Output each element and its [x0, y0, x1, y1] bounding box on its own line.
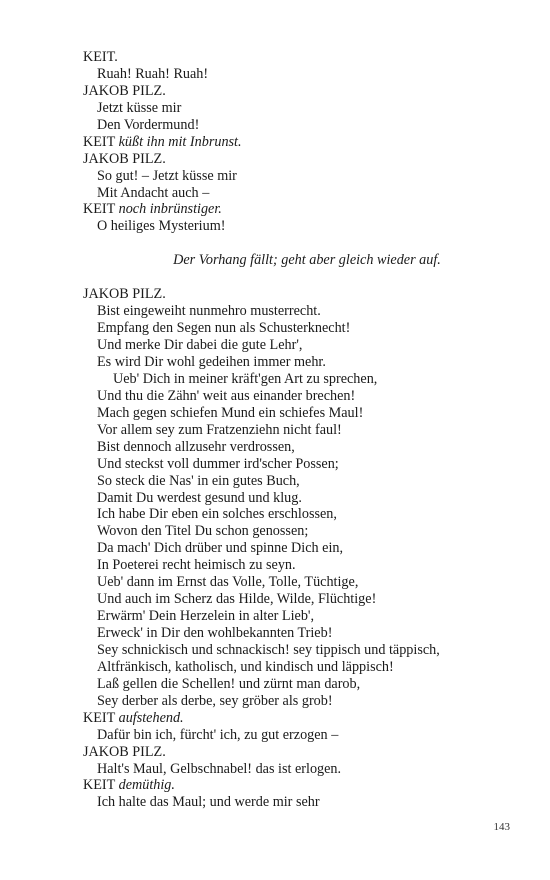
play-text: [83, 49, 513, 811]
verse-line: Wovon den Titel Du schon genossen;: [97, 523, 309, 540]
verse-line: Ueb' dann im Ernst das Volle, Tolle, Tüchtige,: [97, 574, 359, 591]
verse-line: Ich halte das Maul; und werde mir sehr: [97, 794, 320, 811]
speaker-name: KEIT: [83, 133, 116, 150]
speaker-with-direction: [83, 201, 513, 218]
speaker-name: JAKOB PILZ.: [83, 150, 166, 167]
verse-line: Es wird Dir wohl gedeihen immer mehr.: [97, 354, 326, 370]
verse-line: Mach gegen schiefen Mund ein schiefes Maul!: [97, 404, 364, 421]
verse-line: Bist eingeweiht nunmehro musterrecht.: [97, 303, 321, 320]
verse-line: Da mach' Dich drüber und spinne Dich ein,: [97, 540, 344, 557]
verse-line: Mit Andacht auch –: [97, 184, 210, 201]
speaker-name: KEIT: [83, 777, 116, 794]
verse-line: Erwärm' Dein Herzelein in alter Lieb',: [97, 608, 315, 625]
verse-line: So gut! – Jetzt küsse mir: [97, 167, 237, 184]
verse-line: Und thu die Zähn' weit aus einander brechen!: [97, 387, 356, 404]
stage-direction: Der Vorhang fällt; geht aber gleich wieder auf.: [173, 252, 441, 269]
speaker-name: KEIT: [83, 709, 116, 726]
verse-line: Damit Du werdest gesund und klug.: [97, 489, 302, 506]
verse-line: Ueb' Dich in meiner kräft'gen Art zu sprechen,: [113, 370, 378, 387]
speaker-name: JAKOB PILZ.: [83, 743, 166, 760]
speaker-with-direction: [83, 134, 513, 151]
verse-line: Ich habe Dir eben ein solches erschlossen,: [97, 506, 337, 523]
verse-line: Ruah! Ruah! Ruah!: [97, 65, 209, 82]
verse-line: Halt's Maul, Gelbschnabel! das ist erlogen.: [97, 760, 342, 777]
verse-line: Und steckst voll dummer ird'scher Possen;: [97, 455, 339, 472]
blank-line: [83, 269, 513, 286]
verse-line: Altfränkisch, katholisch, und kindisch und läppisch!: [97, 658, 394, 675]
speaker-name: JAKOB PILZ.: [83, 82, 166, 99]
verse-line: Vor allem sey zum Fratzenziehn nicht faul!: [97, 421, 342, 438]
verse-line: Empfang den Segen nun als Schusterknecht!: [97, 320, 351, 337]
stage-direction: demüthig.: [118, 777, 175, 794]
verse-line: Jetzt küsse mir: [97, 99, 182, 116]
speaker-with-direction: [83, 710, 513, 727]
verse-line: In Poeterei recht heimisch zu seyn.: [97, 557, 296, 574]
verse-line: Sey derber als derbe, sey gröber als grob!: [97, 692, 333, 709]
verse-line: Erweck' in Dir den wohlbekannten Trieb!: [97, 625, 333, 641]
speaker-name: KEIT: [83, 201, 116, 218]
speaker-name: KEIT.: [83, 49, 118, 65]
blank-line: [83, 235, 513, 252]
verse-line: Den Vordermund!: [97, 116, 200, 133]
verse-line: So steck die Nas' in ein gutes Buch,: [97, 472, 300, 489]
page-number: 143: [493, 821, 510, 833]
verse-line: O heiliges Mysterium!: [97, 218, 226, 235]
stage-direction: küßt ihn mit Inbrunst.: [118, 133, 242, 150]
verse-line: Und merke Dir dabei die gute Lehr',: [97, 337, 303, 354]
speaker-with-direction: [83, 777, 513, 794]
stage-direction: noch inbrünstiger.: [118, 201, 222, 218]
verse-line: Dafür bin ich, fürcht' ich, zu gut erzogen –: [97, 726, 339, 743]
verse-line: Laß gellen die Schellen! und zürnt man darob,: [97, 675, 361, 692]
stage-direction: aufstehend.: [118, 709, 184, 726]
verse-line: Und auch im Scherz das Hilde, Wilde, Flüchtige!: [97, 591, 377, 608]
speaker-name: JAKOB PILZ.: [83, 286, 166, 303]
verse-line: Sey schnickisch und schnackisch! sey tippisch und täppisch,: [97, 641, 440, 658]
verse-line: Bist dennoch allzusehr verdrossen,: [97, 438, 295, 455]
